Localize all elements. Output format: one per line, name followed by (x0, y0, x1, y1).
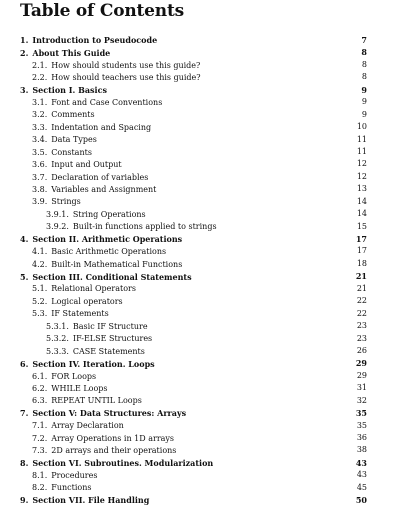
toc-subsection-entry[interactable] (0, 345, 414, 357)
toc-entry-page-number: 17 (356, 246, 367, 256)
toc-entry-title: Data Types (51, 135, 97, 145)
toc-entry-title: How should teachers use this guide? (51, 73, 201, 83)
toc-entry-title: Section I. Basics (32, 84, 107, 95)
toc-entry-title: CASE Statements (72, 346, 145, 356)
toc-section-entry[interactable] (0, 457, 414, 469)
toc-subsection-entry[interactable] (0, 295, 414, 307)
toc-entry-title: Declaration of variables (51, 172, 149, 182)
toc-list (0, 34, 414, 507)
toc-entry-page-number: 12 (356, 171, 367, 181)
toc-entry-number: 3.8. (32, 184, 48, 194)
toc-entry-title: Built-in Mathematical Functions (51, 259, 183, 269)
toc-entry-title: Section III. Conditional Statements (32, 271, 192, 282)
toc-section-entry[interactable] (0, 270, 414, 282)
toc-entry-number: 1. (20, 35, 29, 46)
toc-subsection-entry[interactable] (0, 245, 414, 257)
toc-subsection-entry[interactable] (0, 96, 414, 108)
toc-entry-number: 8.2. (32, 483, 48, 493)
toc-entry-title: About This Guide (32, 47, 111, 58)
toc-entry-number: 2.2. (32, 73, 48, 83)
toc-entry-title: Input and Output (51, 160, 122, 170)
toc-entry-title: Comments (51, 110, 95, 120)
toc-entry-page-number: 43 (356, 470, 367, 480)
toc-entry-title: IF-ELSE Structures (72, 334, 153, 344)
toc-subsection-entry[interactable] (0, 109, 414, 121)
toc-subsection-entry[interactable] (0, 420, 414, 432)
toc-entry-page-number: 50 (355, 495, 367, 506)
toc-entry-page-number: 10 (356, 122, 367, 132)
toc-subsection-entry[interactable] (0, 134, 414, 146)
toc-entry-page-number: 8 (361, 59, 367, 69)
toc-entry-title: Section V: Data Structures: Arrays (32, 408, 187, 419)
toc-subsection-entry[interactable] (0, 158, 414, 170)
toc-entry-page-number: 14 (356, 209, 367, 219)
toc-section-entry[interactable] (0, 494, 414, 506)
toc-entry-title: 2D arrays and their operations (51, 446, 177, 456)
toc-entry-number: 3.2. (32, 110, 48, 120)
toc-entry-title: Section II. Arithmetic Operations (32, 234, 183, 245)
toc-entry-page-number: 22 (356, 296, 367, 306)
toc-entry-page-number: 7 (361, 35, 367, 45)
toc-entry-page-number: 29 (355, 358, 367, 369)
toc-entry-number: 6.1. (32, 371, 48, 381)
toc-entry-title: REPEAT UNTIL Loops (51, 396, 142, 406)
toc-subsection-entry[interactable] (0, 395, 414, 407)
toc-subsection-entry[interactable] (0, 283, 414, 295)
toc-entry-number: 8. (20, 458, 29, 469)
toc-entry-page-number: 45 (356, 482, 367, 492)
toc-entry-page-number: 14 (356, 196, 367, 206)
toc-entry-page-number: 9 (361, 109, 367, 119)
toc-entry-page-number: 23 (356, 321, 367, 331)
toc-subsection-entry[interactable] (0, 320, 414, 332)
toc-entry-page-number: 32 (356, 395, 367, 405)
toc-entry-title: Strings (51, 197, 81, 207)
toc-entry-number: 5.1. (32, 284, 48, 294)
toc-entry-number: 5. (20, 271, 29, 282)
toc-entry-title: Section VI. Subroutines. Modularization (32, 458, 214, 469)
toc-entry-page-number: 36 (356, 433, 367, 442)
toc-section-entry[interactable] (0, 46, 414, 58)
toc-section-entry[interactable] (0, 233, 414, 245)
toc-entry-title: Basic IF Structure (72, 321, 148, 331)
toc-entry-title: Array Declaration (51, 421, 124, 431)
toc-entry-title: Section IV. Iteration. Loops (32, 358, 155, 369)
toc-entry-page-number: 11 (356, 146, 367, 156)
toc-entry-number: 6.2. (32, 383, 48, 393)
toc-entry-title: String Operations (72, 209, 146, 219)
toc-entry-page-number: 9 (361, 84, 367, 95)
toc-entry-number: 3.4. (32, 135, 48, 145)
toc-entry-page-number: 31 (356, 383, 367, 393)
toc-entry-number: 4.1. (32, 247, 48, 257)
toc-entry-page-number: 35 (355, 408, 367, 419)
toc-entry-title: Section VII. File Handling (32, 495, 150, 506)
toc-entry-number: 2.1. (32, 60, 48, 70)
toc-section-entry[interactable] (0, 357, 414, 369)
toc-subsection-entry[interactable] (0, 196, 414, 208)
toc-entry-page-number: 8 (361, 47, 367, 58)
toc-subsection-entry[interactable] (0, 208, 414, 220)
toc-entry-number: 6. (20, 358, 29, 369)
toc-entry-number: 3.5. (32, 147, 48, 157)
toc-entry-title: Introduction to Pseudocode (32, 35, 158, 46)
toc-entry-page-number: 21 (356, 283, 367, 293)
toc-entry-page-number: 35 (356, 420, 367, 430)
toc-entry-page-number: 11 (356, 134, 367, 144)
toc-subsection-entry[interactable] (0, 171, 414, 183)
toc-subsection-entry[interactable] (0, 71, 414, 83)
toc-entry-number: 7. (20, 408, 29, 419)
toc-subsection-entry[interactable] (0, 482, 414, 494)
toc-entry-page-number: 18 (356, 258, 367, 268)
toc-subsection-entry[interactable] (0, 59, 414, 71)
toc-entry-number: 3.9.2. (46, 222, 69, 232)
toc-entry-number: 5.3.1. (46, 321, 69, 331)
toc-entry-page-number: 38 (356, 445, 367, 455)
toc-entry-page-number: 43 (355, 457, 367, 468)
toc-entry-title: Indentation and Spacing (51, 122, 152, 132)
toc-entry-number: 3.7. (32, 172, 48, 182)
toc-section-entry[interactable] (0, 34, 414, 46)
toc-section-entry[interactable] (0, 407, 414, 419)
toc-entry-page-number: 15 (356, 221, 367, 231)
toc-entry-number: 6.3. (32, 396, 48, 406)
toc-entry-title: Variables and Assignment (51, 184, 157, 194)
toc-entry-title: WHILE Loops (51, 383, 108, 393)
toc-entry-number: 3. (20, 84, 29, 95)
toc-subsection-entry[interactable] (0, 444, 414, 456)
toc-entry-number: 9. (20, 495, 29, 506)
toc-entry-number: 4.2. (32, 259, 48, 269)
toc-entry-number: 5.3. (32, 309, 48, 319)
toc-section-entry[interactable] (0, 84, 414, 96)
toc-entry-page-number: 12 (356, 159, 367, 169)
toc-entry-number: 2. (20, 47, 29, 58)
toc-entry-title: Array Operations in 1D arrays (51, 433, 175, 443)
toc-entry-page-number: 13 (356, 184, 367, 194)
toc-entry-title: IF Statements (51, 309, 109, 319)
toc-subsection-entry[interactable] (0, 469, 414, 481)
toc-subsection-entry[interactable] (0, 333, 414, 345)
toc-subsection-entry[interactable] (0, 146, 414, 158)
toc-entry-number: 3.9. (32, 197, 48, 207)
toc-subsection-entry[interactable] (0, 382, 414, 394)
toc-entry-title: Procedures (51, 471, 98, 481)
toc-entry-number: 7.3. (32, 446, 48, 456)
toc-subsection-entry[interactable] (0, 432, 414, 444)
toc-entry-number: 5.3.2. (46, 334, 69, 344)
toc-entry-number: 3.1. (32, 97, 48, 107)
toc-entry-number: 5.3.3. (46, 346, 69, 356)
toc-entry-title: Constants (51, 147, 92, 157)
toc-subsection-entry[interactable] (0, 183, 414, 195)
toc-subsection-entry[interactable] (0, 121, 414, 133)
toc-entry-page-number: 21 (355, 271, 367, 282)
toc-entry-number: 3.9.1. (46, 209, 69, 219)
toc-entry-number: 3.3. (32, 122, 48, 132)
toc-entry-number: 3.6. (32, 160, 48, 170)
toc-entry-page-number: 23 (356, 333, 367, 343)
toc-subsection-entry[interactable] (0, 258, 414, 270)
toc-subsection-entry[interactable] (0, 221, 414, 233)
toc-entry-title: Basic Arithmetic Operations (51, 247, 167, 257)
toc-entry-title: Relational Operators (51, 284, 136, 294)
toc-subsection-entry[interactable] (0, 308, 414, 320)
toc-subsection-entry[interactable] (0, 370, 414, 382)
toc-entry-page-number: 22 (356, 308, 367, 318)
toc-entry-number: 7.2. (32, 433, 48, 443)
toc-entry-page-number: 9 (361, 97, 367, 107)
toc-entry-title: Functions (51, 483, 92, 493)
toc-entry-page-number: 26 (356, 345, 367, 355)
toc-entry-page-number: 8 (361, 72, 367, 82)
toc-entry-title: FOR Loops (51, 371, 97, 381)
toc-entry-title: Built-in functions applied to strings (72, 222, 217, 232)
toc-entry-title: Logical operators (51, 296, 123, 306)
toc-entry-number: 4. (20, 234, 29, 245)
toc-entry-number: 7.1. (32, 421, 48, 431)
toc-entry-title: How should students use this guide? (51, 60, 201, 70)
toc-entry-number: 5.2. (32, 296, 48, 306)
toc-entry-page-number: 29 (356, 370, 367, 380)
page-title: Table of Contents (20, 1, 184, 21)
toc-entry-title: Font and Case Conventions (51, 97, 163, 107)
toc-entry-number: 8.1. (32, 471, 48, 481)
toc-entry-page-number: 17 (355, 234, 367, 244)
